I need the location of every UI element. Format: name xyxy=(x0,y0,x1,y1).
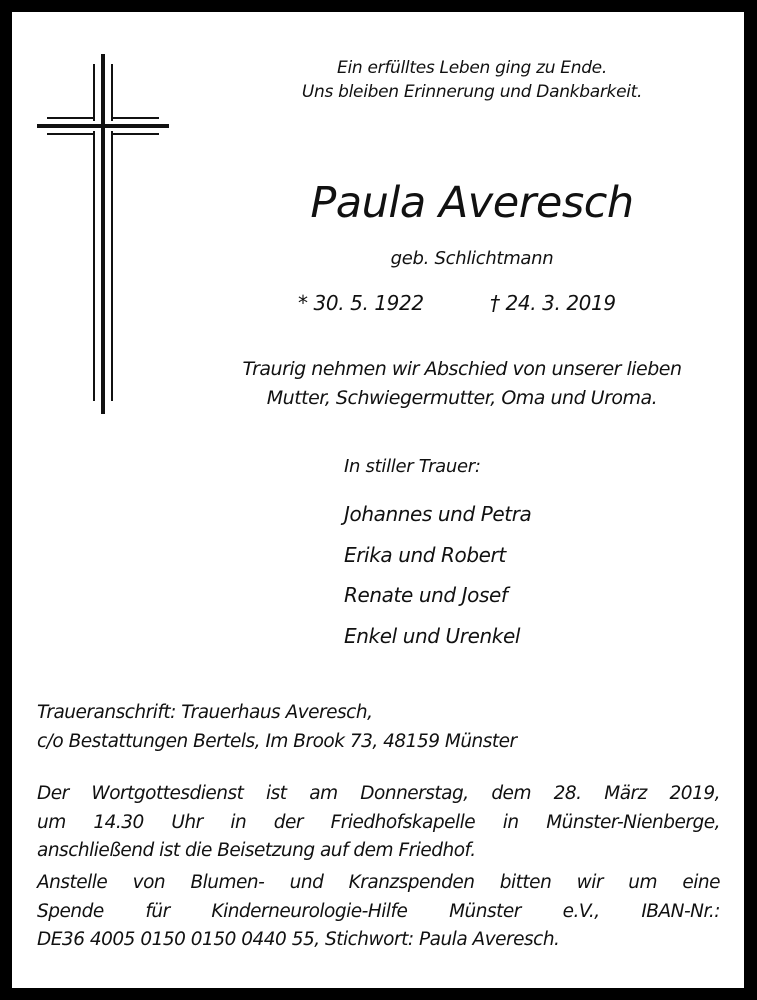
mourning-text xyxy=(192,355,732,413)
grief-label: In stiller Trauer: xyxy=(344,456,481,477)
address-line: Traueranschrift: Trauerhaus Averesch, xyxy=(37,702,373,723)
mourner: Erika und Robert xyxy=(344,542,506,567)
donation-line: Spende für Kinderneurologie-Hilfe Münster e.V., IBAN-Nr.: xyxy=(37,900,720,922)
service-line: Der Wortgottesdienst ist am Donnerstag, dem 28. März 2019, xyxy=(37,783,720,804)
mourning-line: Mutter, Schwiegermutter, Oma und Uroma. xyxy=(266,387,658,409)
mourner: Enkel und Urenkel xyxy=(344,623,521,648)
mourning-line: Traurig nehmen wir Abschied von unserer lieben xyxy=(242,358,682,380)
service-line: anschließend ist die Beisetzung auf dem Friedhof. xyxy=(37,840,476,861)
motto-line: Uns bleiben Erinnerung und Dankbarkeit. xyxy=(301,82,643,102)
cross-icon xyxy=(37,54,172,414)
donation-line: DE36 4005 0150 0150 0440 55, Stichwort: Paula Averesch. xyxy=(37,929,560,950)
obituary-notice xyxy=(12,12,744,988)
mourner: Johannes und Petra xyxy=(344,502,532,526)
mourners-list xyxy=(344,494,531,656)
mourner: Renate und Josef xyxy=(344,583,508,607)
donation-info xyxy=(37,869,720,955)
motto-line: Ein erfülltes Leben ging zu Ende. xyxy=(337,58,607,78)
service-line: um 14.30 Uhr in der Friedhofskapelle in Münster-Nienberge, xyxy=(37,811,720,833)
address-line: c/o Bestattungen Bertels, Im Brook 73, 48159 Münster xyxy=(37,730,517,752)
deceased-name: Paula Averesch xyxy=(310,178,634,228)
birth-date: * 30. 5. 1922 xyxy=(298,291,424,315)
donation-line: Anstelle von Blumen- und Kranzspenden bitten wir um eine xyxy=(37,872,720,893)
motto xyxy=(212,56,732,104)
mourning-address xyxy=(37,699,720,756)
funeral-service-info xyxy=(37,780,720,866)
maiden-name: geb. Schlichtmann xyxy=(390,248,554,269)
death-date: † 24. 3. 2019 xyxy=(490,291,616,315)
